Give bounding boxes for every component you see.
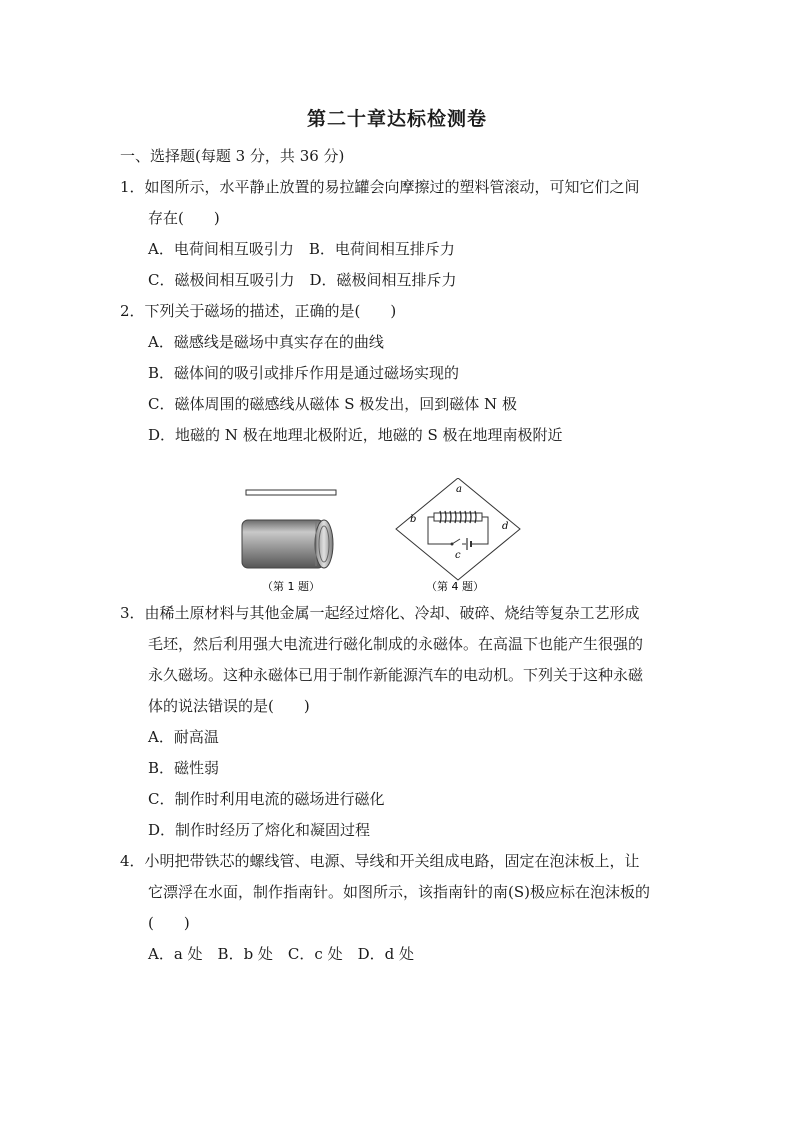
plastic-rod bbox=[246, 490, 336, 495]
q2-option-d: D．地磁的 N 极在地理北极附近，地磁的 S 极在地理南极附近 bbox=[148, 426, 563, 444]
page-title: 第二十章达标检测卷 bbox=[306, 108, 487, 130]
label-b: b bbox=[410, 514, 417, 525]
figure-area bbox=[230, 478, 530, 594]
q4-stem-line3: ( ) bbox=[148, 914, 190, 932]
q3-option-a: A．耐高温 bbox=[148, 728, 219, 746]
q1-options-cd: C．磁极间相互吸引力 D．磁极间相互排斥力 bbox=[148, 271, 457, 289]
label-a: a bbox=[456, 484, 462, 495]
figure-1 bbox=[242, 490, 336, 568]
q1-options-ab: A．电荷间相互吸引力 B．电荷间相互排斥力 bbox=[148, 240, 455, 258]
q3-option-b: B．磁性弱 bbox=[148, 759, 220, 777]
figure-4 bbox=[396, 478, 520, 580]
figures-svg bbox=[230, 478, 530, 594]
label-c: c bbox=[455, 550, 461, 561]
can-body bbox=[242, 520, 324, 568]
q4-stem-line1: 4．小明把带铁芯的螺线管、电源、导线和开关组成电路，固定在泡沫板上，让 bbox=[120, 852, 640, 870]
q2-stem: 2．下列关于磁场的描述，正确的是( ) bbox=[120, 302, 397, 320]
q3-stem-line4: 体的说法错误的是( ) bbox=[148, 697, 310, 715]
section-heading: 一、选择题(每题 3 分，共 36 分) bbox=[120, 147, 345, 165]
q4-options: A．a 处 B．b 处 C．c 处 D．d 处 bbox=[148, 945, 414, 963]
q3-stem-line3: 永久磁场。这种永磁体已用于制作新能源汽车的电动机。下列关于这种永磁 bbox=[148, 666, 644, 684]
q2-option-b: B．磁体间的吸引或排斥作用是通过磁场实现的 bbox=[148, 364, 460, 382]
caption-fig4: （第 4 题） bbox=[426, 580, 484, 593]
q3-stem-line2: 毛坯，然后利用强大电流进行磁化制成的永磁体。在高温下也能产生很强的 bbox=[148, 635, 644, 653]
q3-option-c: C．制作时利用电流的磁场进行磁化 bbox=[148, 790, 385, 808]
q2-option-c: C．磁体周围的磁感线从磁体 S 极发出，回到磁体 N 极 bbox=[148, 395, 517, 413]
q3-stem-line1: 3．由稀土原材料与其他金属一起经过熔化、冷却、破碎、烧结等复杂工艺形成 bbox=[120, 604, 640, 622]
q4-stem-line2: 它漂浮在水面，制作指南针。如图所示，该指南针的南(S)极应标在泡沫板的 bbox=[148, 883, 650, 901]
q2-option-a: A．磁感线是磁场中真实存在的曲线 bbox=[148, 333, 384, 351]
caption-fig1: （第 1 题） bbox=[262, 580, 320, 593]
q3-option-d: D．制作时经历了熔化和凝固过程 bbox=[148, 821, 371, 839]
can-lid bbox=[315, 520, 333, 568]
q1-stem-line2: 存在( ) bbox=[148, 209, 220, 227]
q1-stem-line1: 1．如图所示，水平静止放置的易拉罐会向摩擦过的塑料管滚动，可知它们之间 bbox=[120, 178, 640, 196]
label-d: d bbox=[502, 521, 509, 532]
